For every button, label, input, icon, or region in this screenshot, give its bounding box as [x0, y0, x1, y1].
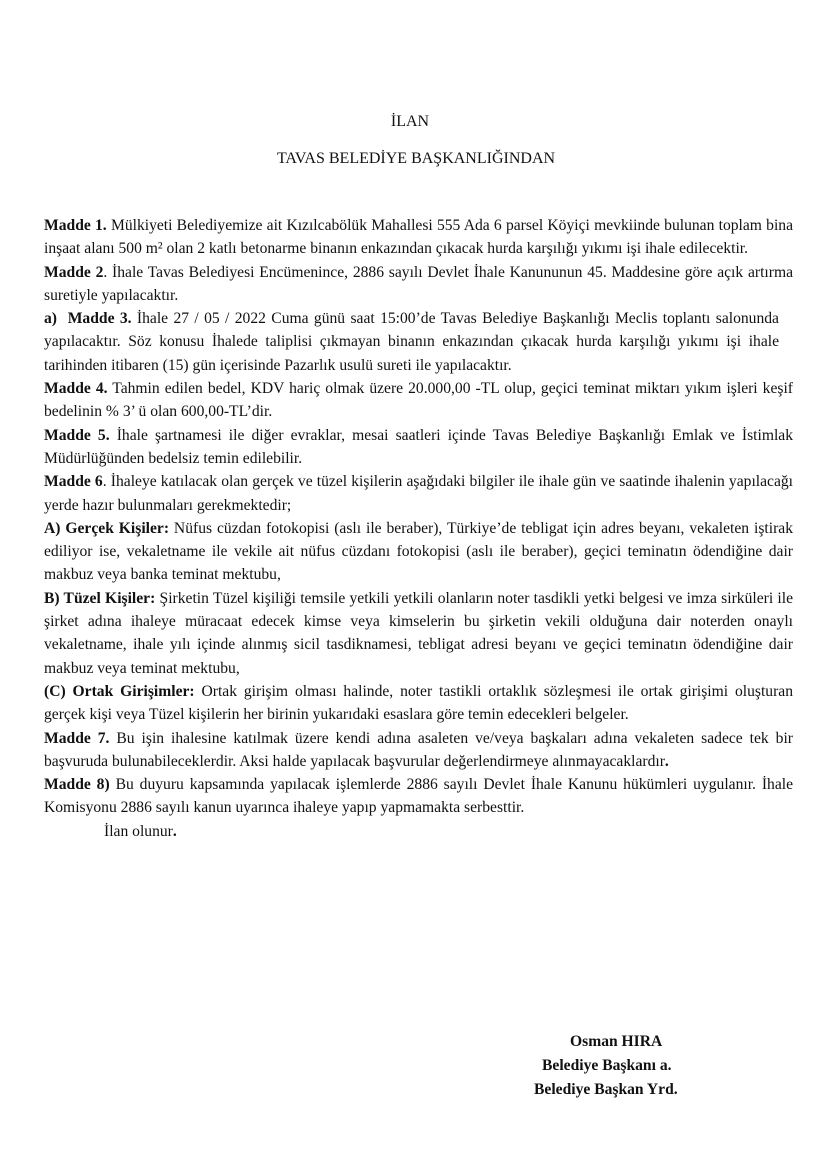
section-text: Nüfus cüzdan fotokopisi (aslı ile beraber), Türkiye’de tebligat için adres beyanı, vekaleten iştirak ediliyor ise, vekaletname ile vekile ait nüfus cüzdanı fotokopisi (aslı ile beraber), geçici teminatın ödendiğine dair makbuz veya banka teminat mektubu, — [44, 519, 793, 584]
section-label: B) Tüzel Kişiler: — [44, 589, 156, 607]
article-6 — [44, 470, 793, 517]
notice-title: İLAN — [390, 113, 430, 130]
article-label: Madde 2 — [44, 263, 104, 281]
article-text: İhale şartnamesi ile diğer evraklar, mesai saatleri içinde Tavas Belediye Başkanlığı Emlak ve İstimlak Müdürlüğünden bedelsiz temin edilebilir. — [44, 426, 793, 467]
article-text: . İhale Tavas Belediyesi Encümenince, 2886 sayılı Devlet İhale Kanununun 45. Maddesine göre açık artırma suretiyle yapılacaktır. — [44, 263, 793, 304]
article-7 — [44, 727, 793, 774]
section-label: A) Gerçek Kişiler: — [44, 519, 170, 537]
signatory-title: Belediye Başkanı a. — [542, 1057, 672, 1074]
article-label: Madde 6 — [44, 473, 103, 491]
article-8 — [44, 773, 793, 820]
notice-subtitle: TAVAS BELEDİYE BAŞKANLIĞINDAN — [276, 150, 556, 167]
article-label: a) Madde 3. — [44, 310, 132, 328]
signatory-deputy-title: Belediye Başkan Yrd. — [534, 1081, 678, 1098]
article-3 — [44, 307, 793, 377]
signature-block — [500, 1030, 800, 1102]
closing-tail: . — [172, 822, 177, 840]
article-label: Madde 4. — [44, 380, 108, 398]
notice-body — [44, 214, 793, 843]
section-text: Ortak girişim olması halinde, noter tastikli ortaklık sözleşmesi ile ortak girişimi oluşturan gerçek kişi veya Tüzel kişilerin her birinin yukarıdaki esaslara göre temin edecekleri belgeler. — [44, 682, 793, 724]
article-1 — [44, 214, 793, 261]
section-b-legal-entities — [44, 587, 793, 680]
article-label: Madde 8) — [44, 776, 110, 794]
article-5 — [44, 424, 793, 471]
signatory-name: Osman HIRA — [570, 1033, 663, 1050]
article-text: Bu duyuru kapsamında yapılacak işlemlerde 2886 sayılı Devlet İhale Kanunu hükümleri uygulanır. İhale Komisyonu 2886 sayılı kanun uyarınca ihaleye yapıp yapmamakta serbesttir. — [44, 776, 794, 817]
article-label: Madde 5. — [44, 426, 110, 444]
section-text: Şirketin Tüzel kişiliği temsile yetkili yetkili olanların noter tasdikli yetki belgesi ve imza sirküleri ile şirket adına ihaleye müracaat edecek kimse veya kimselerin bu şirketin vekili olduğuna dair noterden onaylı vekaletname, ihale yılı içinde alınmış sicil tasdiknamesi, tebligat adresi beyanı ve geçici teminatın ödendiğine dair makbuz veya teminat mektubu, — [44, 589, 793, 677]
article-4 — [44, 377, 793, 424]
article-text: Bu işin ihalesine katılmak üzere kendi adına asaleten ve/veya başkaları adına vekaleten sadece tek bir başvuruda bulunabileceklerdir. Aksi halde yapılacak başvurular değerlendirmeye alınmayacaklardır — [44, 729, 794, 770]
section-c-joint-ventures — [44, 680, 793, 727]
article-text: İhale 27 / 05 / 2022 Cuma günü saat 15:00’de Tavas Belediye Başkanlığı Meclis toplantı salonunda yapılacaktır. Söz konusu İhalede taliplisi çıkmayan binanın enkazından çıkacak hurda karşılığı yıkımı işi ihale tarihinden itibaren (15) gün içerisinde Pazarlık usulü sureti ile yapılacaktır. — [44, 310, 779, 374]
article-text: . İhaleye katılacak olan gerçek ve tüzel kişilerin aşağıdaki bilgiler ile ihale gün ve saatinde ihalenin yapılacağı yerde hazır bulunmaları gerekmektedir; — [44, 473, 793, 514]
article-text: Tahmin edilen bedel, KDV hariç olmak üzere 20.000,00 -TL olup, geçici teminat miktarı yıkım işleri keşif bedelinin % 3’ ü olan 600,00-TL’dir. — [44, 380, 793, 421]
section-a-real-persons — [44, 517, 793, 587]
article-text: Mülkiyeti Belediyemize ait Kızılcabölük Mahallesi 555 Ada 6 parsel Köyiçi mevkiinde bulunan toplam bina inşaat alanı 500 m² olan 2 katlı betonarme binanın enkazından çıkacak hurda karşılığı yıkımı işi ihale edilecektir. — [44, 217, 794, 258]
article-label: Madde 1. — [44, 217, 107, 234]
closing-line — [44, 820, 793, 843]
article-2 — [44, 261, 793, 308]
article-label: Madde 7. — [44, 729, 110, 747]
article-tail: . — [664, 752, 669, 770]
closing-text: İlan olunur — [104, 822, 173, 840]
section-label: (C) Ortak Girişimler: — [44, 682, 195, 700]
